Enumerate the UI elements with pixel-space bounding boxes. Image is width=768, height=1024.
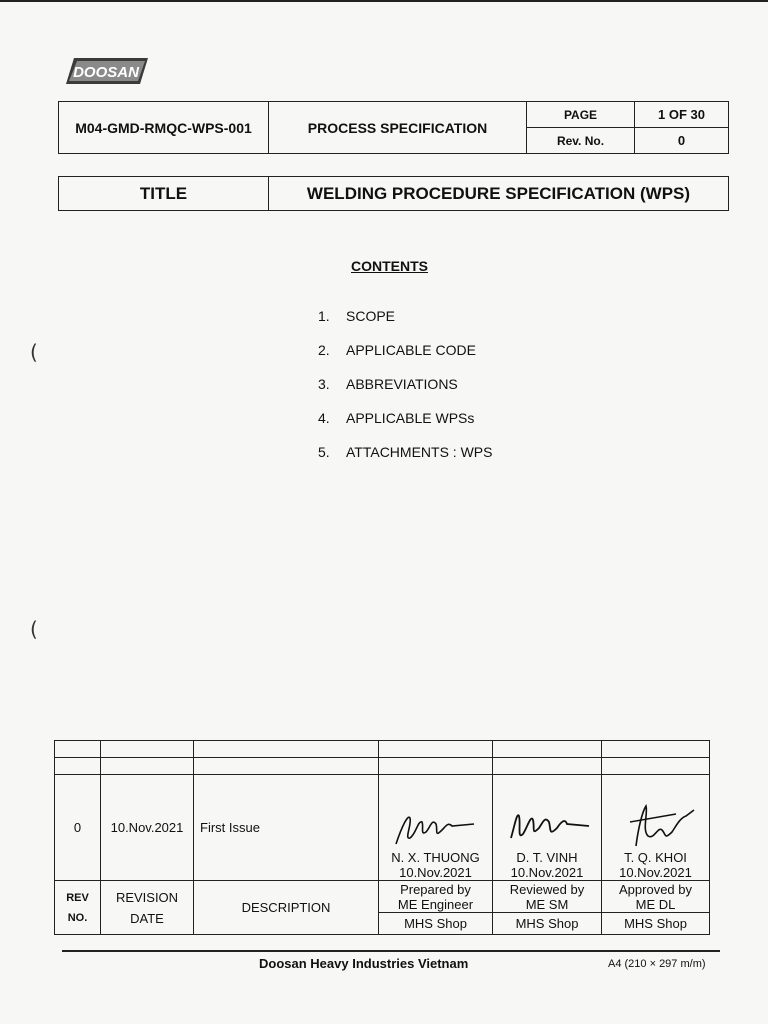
contents-list	[318, 308, 492, 478]
title-value: WELDING PROCEDURE SPECIFICATION (WPS)	[269, 177, 729, 211]
logo-text: DOOSAN	[73, 64, 139, 81]
top-border	[0, 0, 768, 2]
title-table	[58, 176, 729, 211]
approved-name: T. Q. KHOI	[624, 850, 687, 865]
footer-company: Doosan Heavy Industries Vietnam	[259, 956, 469, 971]
reviewed-shop: MHS Shop	[493, 913, 602, 935]
doc-number: M04-GMD-RMQC-WPS-001	[59, 102, 269, 154]
rev-value: 0	[635, 128, 729, 154]
approved-shop: MHS Shop	[602, 913, 710, 935]
binder-hole-mark: (	[30, 617, 38, 641]
reviewed-signature	[497, 804, 597, 850]
rev-number: 0	[55, 775, 101, 881]
rev-no-label: REV NO.	[55, 881, 101, 935]
contents-item: 4. APPLICABLE WPSs	[318, 410, 475, 426]
doosan-logo	[66, 56, 148, 86]
description-label: DESCRIPTION	[194, 881, 379, 935]
approved-signature	[606, 800, 706, 850]
reviewed-name: D. T. VINH	[516, 850, 578, 865]
approved-signature-cell	[602, 775, 710, 881]
approved-date: 10.Nov.2021	[619, 865, 692, 880]
rev-label: Rev. No.	[527, 128, 635, 154]
header-table	[58, 101, 729, 154]
page-value: 1 OF 30	[635, 102, 729, 128]
doc-type: PROCESS SPECIFICATION	[269, 102, 527, 154]
revision-description: First Issue	[194, 775, 379, 881]
contents-item: 5. ATTACHMENTS : WPS	[318, 444, 493, 460]
reviewed-date: 10.Nov.2021	[510, 865, 584, 880]
approved-by-label: Approved by ME DL	[602, 881, 710, 913]
footer-paper-size: A4 (210 × 297 m/m)	[608, 958, 706, 970]
reviewed-by-label: Reviewed by ME SM	[493, 881, 602, 913]
prepared-signature-cell	[379, 775, 493, 881]
reviewed-signature-cell	[493, 775, 602, 881]
prepared-signature	[386, 804, 486, 850]
title-label: TITLE	[59, 177, 269, 211]
revision-date-label: REVISION DATE	[101, 881, 194, 935]
contents-item: 1. SCOPE	[318, 308, 396, 324]
binder-hole-mark: (	[30, 340, 38, 364]
footer-rule	[62, 950, 720, 952]
contents-item: 3. ABBREVIATIONS	[318, 376, 458, 392]
contents-heading: CONTENTS	[351, 258, 428, 274]
prepared-shop: MHS Shop	[379, 913, 493, 935]
revision-table	[54, 740, 710, 935]
prepared-name: N. X. THUONG	[391, 850, 480, 865]
prepared-date: 10.Nov.2021	[399, 865, 472, 880]
prepared-by-label: Prepared by ME Engineer	[379, 881, 493, 913]
page-label: PAGE	[527, 102, 635, 128]
revision-date: 10.Nov.2021	[101, 775, 194, 881]
contents-item: 2. APPLICABLE CODE	[318, 342, 476, 358]
